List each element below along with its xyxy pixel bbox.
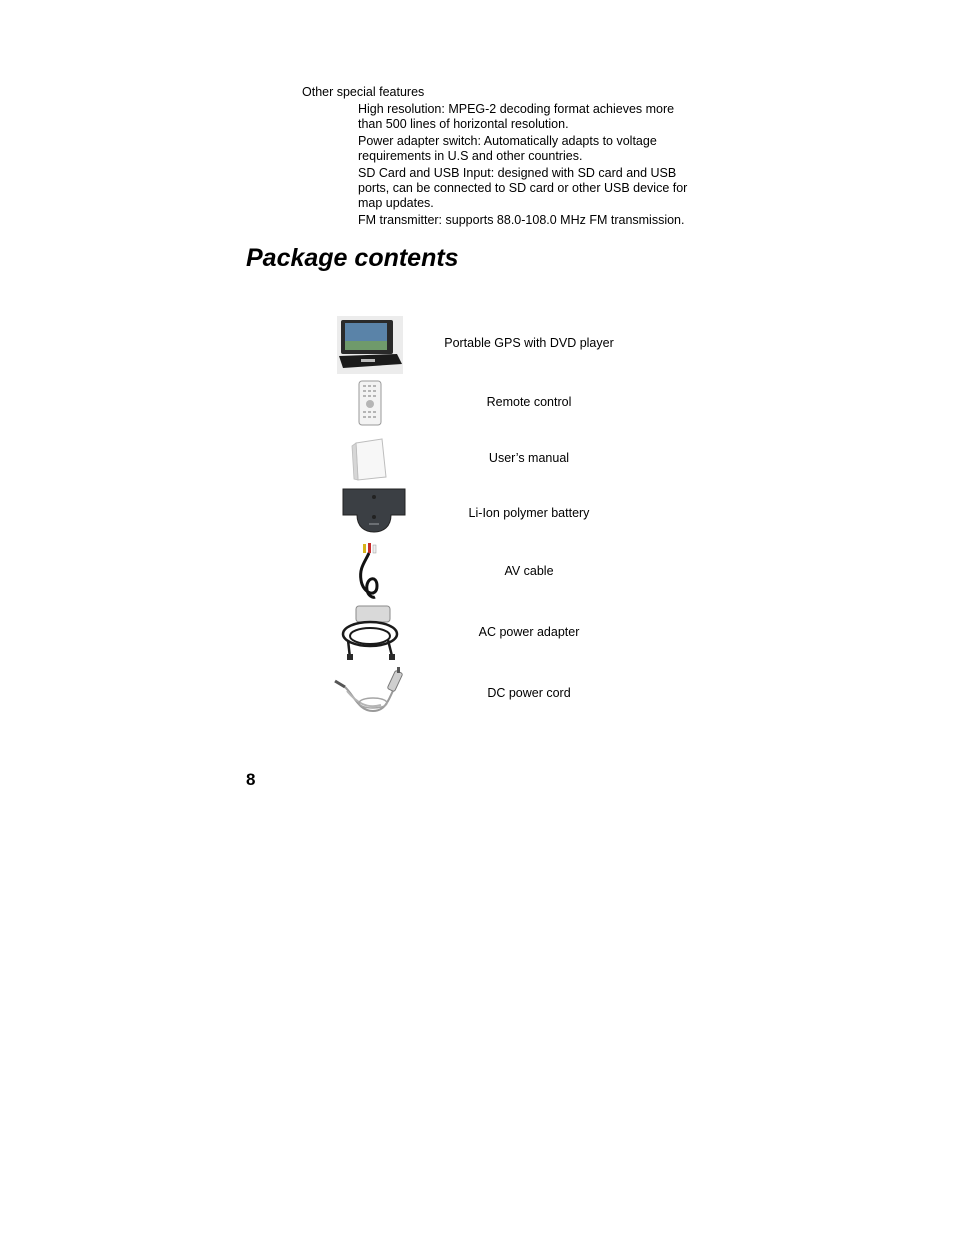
package-item [330, 666, 730, 718]
features-list [358, 102, 698, 230]
features-heading: Other special features [302, 85, 425, 99]
package-item [330, 436, 730, 482]
item-label: DC power cord [487, 686, 571, 700]
user-manual-icon [330, 436, 410, 482]
feature-item: FM transmitter: supports 88.0-108.0 MHz FM transmission. [358, 213, 685, 227]
item-label: Li-Ion polymer battery [468, 506, 590, 520]
package-item [330, 542, 730, 600]
av-cable-icon [330, 542, 410, 600]
battery-icon [334, 486, 414, 534]
package-item [330, 486, 730, 534]
ac-adapter-icon [330, 604, 410, 662]
item-label: AC power adapter [478, 625, 580, 639]
feature-item: High resolution: MPEG-2 decoding format achieves more than 500 lines of horizontal resolution. [358, 102, 675, 131]
package-item [330, 380, 730, 426]
package-item [330, 316, 730, 374]
item-label: User’s manual [488, 451, 570, 465]
gps-dvd-player-icon [330, 316, 410, 374]
feature-item: Power adapter switch: Automatically adapts to voltage requirements in U.S and other countries. [358, 134, 657, 163]
item-label: AV cable [504, 564, 554, 578]
remote-control-icon [330, 380, 410, 426]
section-title: Package contents [246, 244, 459, 272]
feature-item: SD Card and USB Input: designed with SD card and USB ports, can be connected to SD card or other USB device for map updates. [358, 166, 688, 210]
package-item [330, 604, 730, 662]
dc-power-cord-icon [330, 666, 410, 718]
item-label: Remote control [486, 395, 572, 409]
item-label: Portable GPS with DVD player [444, 336, 614, 350]
page-number: 8 [246, 770, 256, 789]
